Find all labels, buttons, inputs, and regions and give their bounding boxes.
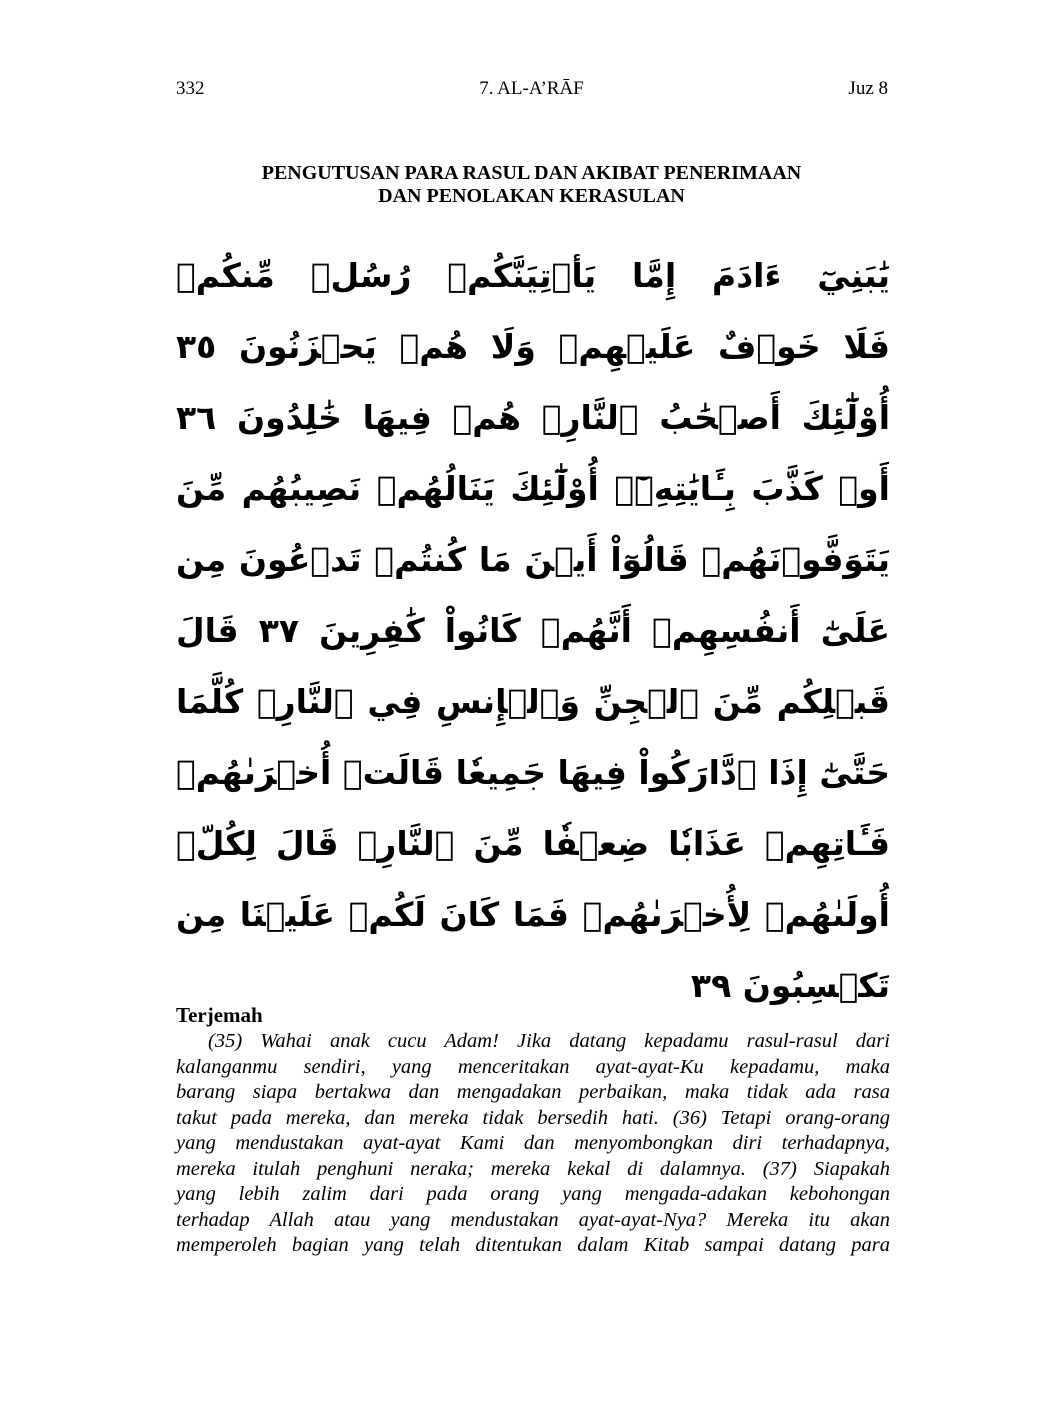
arabic-line: فَـَٔاتِهِمۡ عَذَابٗا ضِعۡفٗا مِّنَ ٱلنَّارِۖ قَالَ لِكُلّٖ [176,824,890,863]
arabic-line: حَتَّىٰٓ إِذَا ٱدَّارَكُواْ فِيهَا جَمِيعٗا قَالَتۡ أُخۡرَىٰهُمۡ [176,753,890,792]
arabic-verses [176,240,890,1021]
section-title-line-1: PENGUTUSAN PARA RASUL DAN AKIBAT PENERIMAAN [261,162,802,184]
translation-line: yang lebih zalim dari pada orang yang mengada-adakan kebohongan [176,1183,890,1205]
translation-line: takut pada mereka, dan mereka tidak bersedih hati. (36) Tetapi orang-orang [176,1106,890,1129]
section-title-line-2: DAN PENOLAKAN KERASULAN [378,185,685,207]
translation-body [176,1029,890,1259]
juz-label: Juz 8 [848,78,888,99]
translation-line: mereka itulah penghuni neraka; mereka kekal di dalamnya. (37) Siapakah [176,1157,890,1180]
translation-line: barang siapa bertakwa dan mengadakan perbaikan, maka tidak ada rasa [176,1081,890,1103]
arabic-line: فَلَا خَوۡفٌ عَلَيۡهِمۡ وَلَا هُمۡ يَحۡزَنُونَ ٣٥ [176,327,890,366]
translation-line: memperoleh bagian yang telah ditentukan dalam Kitab sampai datang para [176,1234,890,1256]
translation-heading: Terjemah [176,1003,263,1027]
arabic-line: أُوْلَٰٓئِكَ أَصۡحَٰبُ ٱلنَّارِۖ هُمۡ فِيهَا خَٰلِدُونَ ٣٦ [176,398,890,437]
arabic-line: يَٰبَنِيٓ ءَادَمَ إِمَّا يَأۡتِيَنَّكُمۡ رُسُلٞ مِّنكُمۡ [176,256,890,295]
page-number: 332 [176,78,205,99]
translation-line: yang mendustakan ayat-ayat Kami dan menyombongkan diri terhadapnya, [176,1132,890,1154]
arabic-line: عَلَىٰٓ أَنفُسِهِمۡ أَنَّهُمۡ كَانُواْ كَٰفِرِينَ ٣٧ قَالَ [176,611,890,650]
translation-line: (35) Wahai anak cucu Adam! Jika datang kepadamu rasul-rasul dari [208,1030,890,1052]
arabic-line: أَوۡ كَذَّبَ بِـَٔايَٰتِهِۦٓۚ أُوْلَٰٓئِكَ يَنَالُهُمۡ نَصِيبُهُم مِّنَ [176,469,890,508]
arabic-line: يَتَوَفَّوۡنَهُمۡ قَالُوٓاْ أَيۡنَ مَا كُنتُمۡ تَدۡعُونَ مِن [176,540,890,579]
translation-line: kalanganmu sendiri, yang menceritakan ayat-ayat-Ku kepadamu, maka [176,1055,890,1078]
arabic-line: أُولَىٰهُمۡ لِأُخۡرَىٰهُمۡ فَمَا كَانَ لَكُمۡ عَلَيۡنَا مِن [176,895,890,934]
arabic-line: قَبۡلِكُم مِّنَ ٱلۡجِنِّ وَٱلۡإِنسِ فِي ٱلنَّارِۖ كُلَّمَا [176,682,890,721]
arabic-line: تَكۡسِبُونَ ٣٩ [690,966,890,1005]
translation-line: terhadap Allah atau yang mendustakan ayat-ayat-Nya? Mereka itu akan [176,1208,890,1231]
surah-title: 7. AL-A’RĀF [479,78,584,99]
